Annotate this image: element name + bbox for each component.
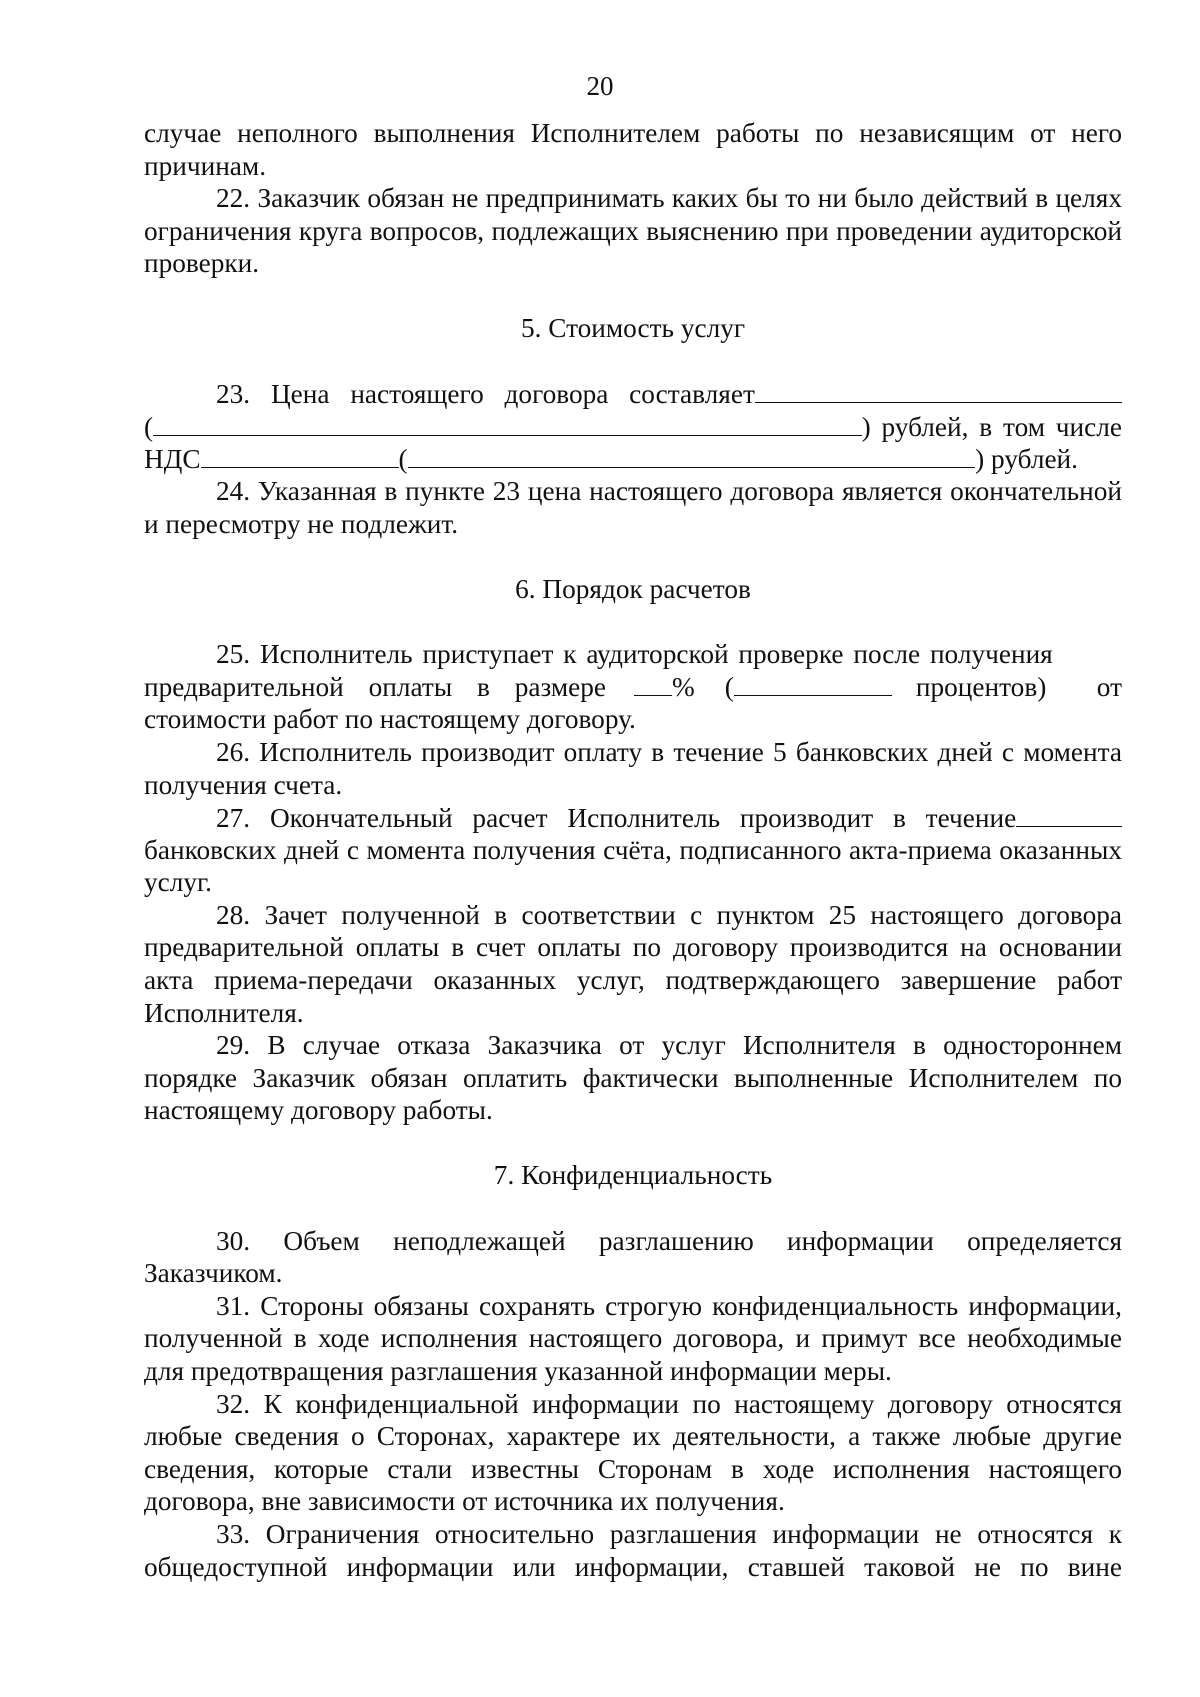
p23-vat-open-paren: ( [398,444,408,475]
document-body [144,117,1122,1583]
paragraph-33: 33. Ограничения относительно разглашения информации не относятся к общедоступной информации или информации, ставшей таковой не по вине [144,1518,1122,1582]
vat-in-words-blank[interactable] [408,443,975,469]
p25-text-1: 25. Исполнитель приступает к аудиторской проверке после получения [216,639,1053,670]
p25-text-3: стоимости работ по настоящему договору. [144,704,636,735]
p25-line-2 [144,671,1122,704]
p25-open-paren: ( [724,672,734,703]
final-payment-days-blank[interactable] [1016,801,1122,827]
prepayment-percent-words-blank[interactable] [734,671,892,697]
paragraph-23 [144,378,1122,476]
paragraph-continuation: случае неполного выполнения Исполнителем работы по независящим от него причинам. [144,118,1122,181]
p23-open-paren: ( [144,411,154,442]
p23-line-1 [144,378,1122,411]
paragraph-29: 29. В случае отказа Заказчика от услуг Исполнителя в одностороннем порядке Заказчик обязан оплатить фактически выполненные Исполнителем по настоящему договору работы. [144,1030,1122,1126]
paragraph-26: 26. Исполнитель производит оплату в течение 5 банковских дней с момента получения счета. [144,736,1122,800]
paragraph-24: 24. Указанная в пункте 23 цена настоящего договора является окончательной и пересмотру не подлежит. [144,476,1122,539]
page-number: 20 [586,71,614,101]
paragraph-31: 31. Стороны обязаны сохранять строгую конфиденциальность информации, полученной в ходе исполнения настоящего договора, и примут все необходимые для предотвращения разглашения указанной информации меры. [144,1290,1122,1386]
paragraph-28: 28. Зачет полученной в соответствии с пунктом 25 настоящего договора предварительной оплаты в счет оплаты по договору производится на основании акта приема-передачи оказанных услуг, подтверждающего завершение работ Исполнителя. [144,899,1122,1028]
p25-text-2a: предварительной оплаты в размере [144,672,607,703]
p25-line-1 [144,638,1122,671]
paragraph-25 [144,638,1122,736]
paragraph-32: 32. К конфиденциальной информации по настоящему договору относятся любые сведения о Сторонах, характере их деятельности, а также любые другие сведения, которые стали известны Сторонам в ходе исполнения настоящего договора, вне зависимости от источника их получения. [144,1388,1122,1517]
p23-text-a: 23. Цена настоящего договора составляет [216,379,755,410]
p23-text-b: ) рублей, в том числе [861,411,1122,442]
section-heading-7: 7. Конфиденциальность [493,1160,773,1191]
p23-line-3 [144,443,1122,476]
p25-text-2b: процентов) [915,672,1047,703]
paragraph-27 [144,801,1122,899]
price-blank[interactable] [755,378,1122,404]
price-in-words-blank[interactable] [153,410,862,436]
p25-line-3 [144,703,1122,736]
paragraph-30: 30. Объем неподлежащей разглашению информации определяется Заказчиком. [144,1225,1122,1289]
section-heading-5: 5. Стоимость услуг [520,312,746,343]
section-heading-6: 6. Порядок расчетов [515,573,751,604]
p27-text-1: 27. Окончательный расчет Исполнитель производит в течение [216,802,1017,833]
p27-line-1 [144,801,1122,834]
prepayment-percent-blank[interactable] [634,671,672,697]
p27-text-rest: банковских дней с момента получения счёта, подписанного акта-приема оказанных услуг. [144,834,1122,898]
p25-percent-sign: % [672,672,695,703]
p23-line-2 [144,410,1122,443]
p25-text-2c: от [1096,672,1122,703]
paragraph-22: 22. Заказчик обязан не предпринимать каких бы то ни было действий в целях ограничения круга вопросов, подлежащих выяснению при проведении аудиторской проверки. [144,183,1122,279]
p23-text-c: ) рублей. [975,444,1078,475]
vat-amount-blank[interactable] [201,443,399,469]
p23-vat-label: НДС [144,444,201,475]
